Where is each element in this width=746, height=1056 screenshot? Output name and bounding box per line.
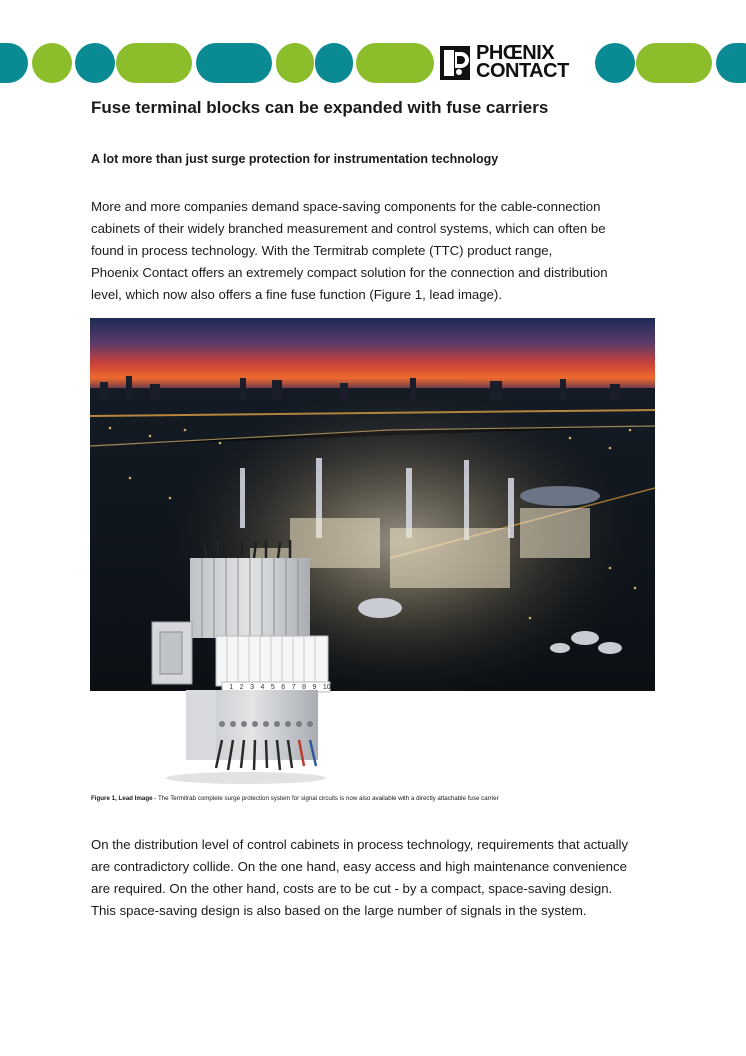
- paragraph-line: More and more companies demand space-saving components for the cable-connection: [91, 199, 601, 214]
- brand-dot: [276, 43, 314, 83]
- paragraph-line: found in process technology. With the Termitrab complete (TTC) product range,: [91, 243, 553, 258]
- paragraph-line: are contradictory collide. On the one hand, easy access and high maintenance convenience: [91, 859, 627, 874]
- brand-dot: [595, 43, 635, 83]
- brand-dot: [196, 43, 272, 83]
- terminal-block-product-image: [146, 540, 336, 788]
- terminal-number: 7: [291, 684, 296, 691]
- brand-header-band: [0, 43, 746, 83]
- article-subtitle: A lot more than just surge protection for instrumentation technology: [91, 152, 499, 166]
- brand-dot: [75, 43, 115, 83]
- caption-text: - The Termitrab complete surge protection system for signal circuits is now also available with a directly attachable fuse carrier: [152, 795, 499, 802]
- paragraph-line: On the distribution level of control cabinets in process technology, requirements that actually: [91, 837, 629, 852]
- terminal-number: 2: [239, 684, 244, 691]
- phoenix-contact-logo: [440, 44, 590, 82]
- brand-dot: [116, 43, 192, 83]
- terminal-number: 10: [322, 684, 331, 691]
- caption-label: Figure 1, Lead Image: [91, 795, 153, 802]
- body-paragraph: [91, 834, 661, 922]
- paragraph-line: level, which now also offers a fine fuse function (Figure 1, lead image).: [91, 287, 502, 302]
- logo-line-2: CONTACT: [476, 60, 569, 82]
- paragraph-line: cabinets of their widely branched measurement and control systems, which can often be: [91, 221, 606, 236]
- article-title: Fuse terminal blocks can be expanded with fuse carriers: [91, 98, 549, 117]
- brand-dot: [636, 43, 712, 83]
- logo-line-1: PHŒNIX: [476, 42, 555, 64]
- brand-dot: [32, 43, 72, 83]
- terminal-number: 6: [281, 684, 286, 691]
- terminal-number: 1: [229, 684, 234, 691]
- intro-paragraph: [91, 196, 661, 306]
- terminal-number: 4: [260, 684, 265, 691]
- terminal-number: 8: [302, 684, 306, 691]
- brand-dot: [356, 43, 434, 83]
- terminal-number-strip: [226, 683, 334, 692]
- figure-caption: [91, 795, 499, 802]
- brand-dot: [716, 43, 746, 83]
- paragraph-line: This space-saving design is also based on the large number of signals in the system.: [91, 903, 587, 918]
- paragraph-line: Phoenix Contact offers an extremely compact solution for the connection and distribution: [91, 265, 608, 280]
- brand-dot: [315, 43, 353, 83]
- logo-mark-icon: [440, 46, 470, 80]
- brand-dot: [0, 43, 28, 83]
- terminal-number: 3: [250, 684, 254, 691]
- terminal-number: 9: [312, 684, 317, 691]
- terminal-number: 5: [270, 684, 275, 691]
- paragraph-line: are required. On the other hand, costs are to be cut - by a compact, space-saving design.: [91, 881, 613, 896]
